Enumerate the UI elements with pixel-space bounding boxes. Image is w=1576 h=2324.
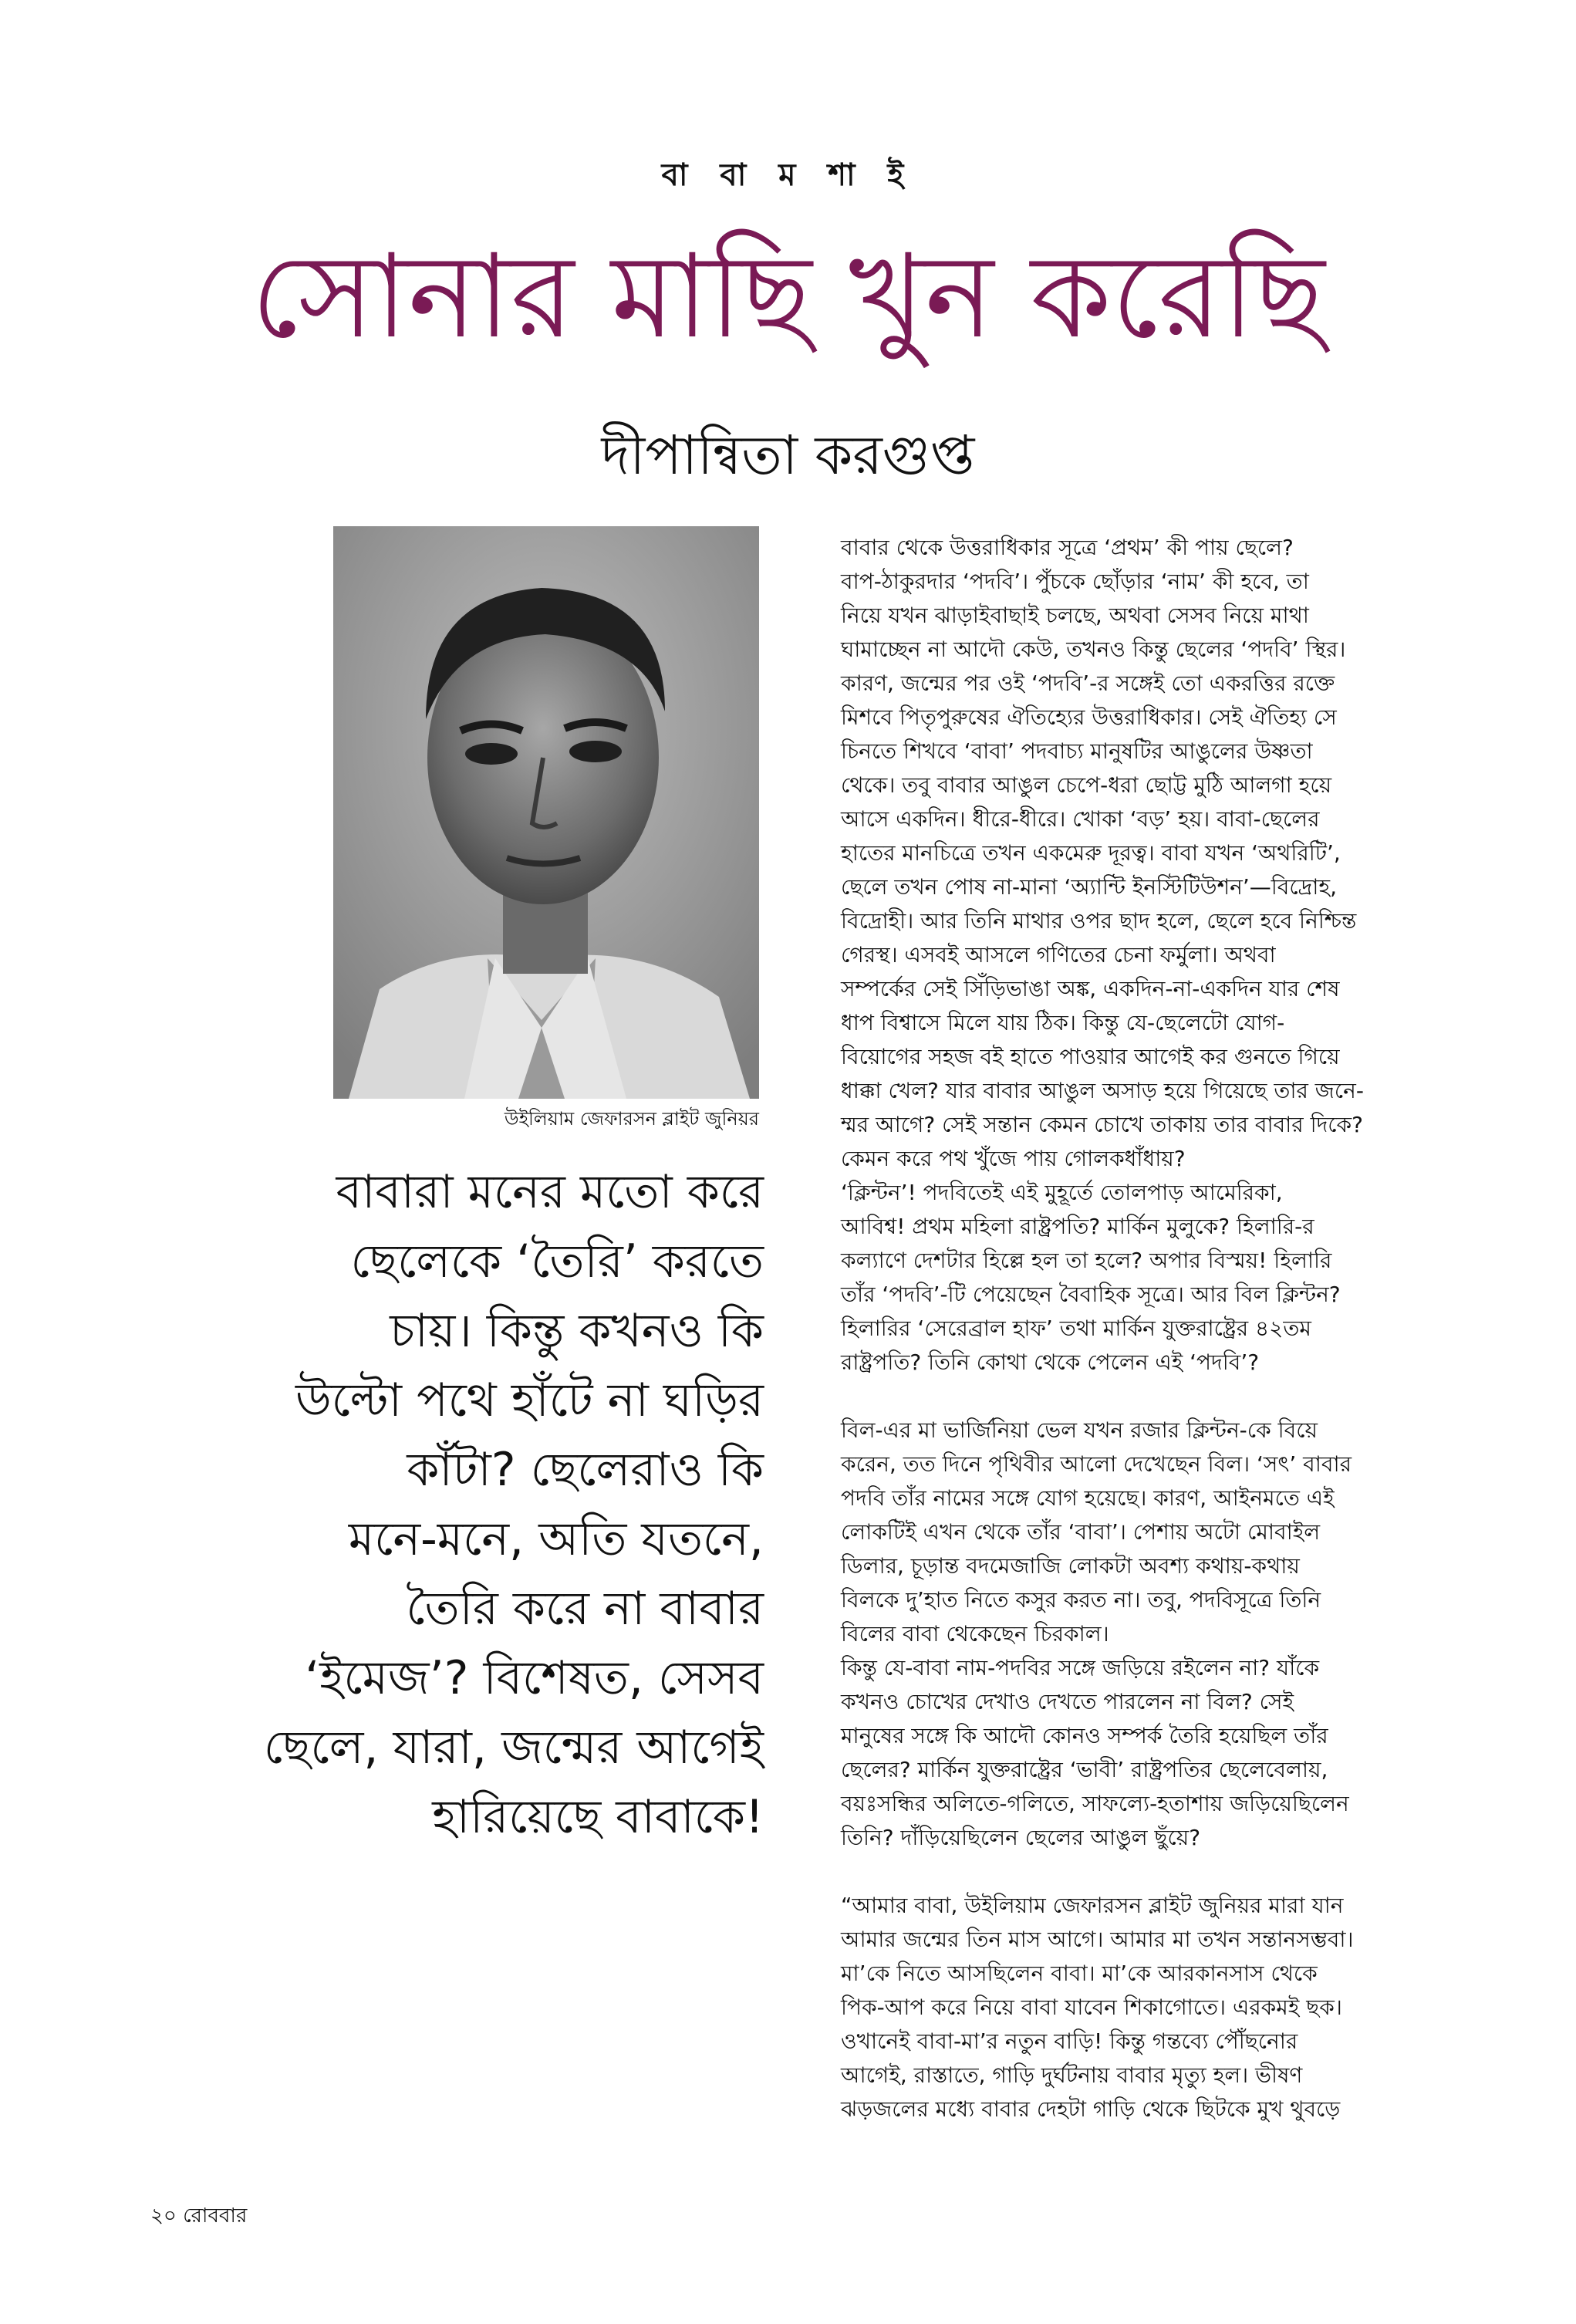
article-body-line: ডিলার, চূড়ান্ত বদমেজাজি লোকটা অবশ্য কথায়-কথায় xyxy=(841,1553,1300,1579)
pull-quote-line: চায়। কিন্তু কখনও কি xyxy=(390,1304,764,1358)
article-body-line: মা’কে নিতে আসছিলেন বাবা। মা’কে আরকানসাস থেকে xyxy=(841,1961,1318,1986)
article-body-line: হিলারির ‘সেরেব্রাল হাফ’ তথা মার্কিন যুক্তরাষ্ট্রের ৪২তম xyxy=(841,1316,1311,1341)
article-body-line: লোকটিই এখন থেকে তাঁর ‘বাবা’। পেশায় অটো মোবাইল xyxy=(841,1519,1321,1545)
article-body-line: ধাক্কা খেল? যার বাবার আঙুল অসাড় হয়ে গিয়েছে তার জনে- xyxy=(841,1078,1364,1103)
pull-quote-line: ছেলে, যারা, জন্মের আগেই xyxy=(263,1721,764,1775)
headline: সোনার মাছি খুন করেছি xyxy=(251,230,1325,364)
article-body-line: করেন, তত দিনে পৃথিবীর আলো দেখেছেন বিল। ‘সৎ’ বাবার xyxy=(841,1451,1352,1477)
article-body-line: ‘ক্লিন্টন’! পদবিতেই এই মুহূর্তে তোলপাড় আমেরিকা, xyxy=(841,1180,1283,1205)
pull-quote-line: ‘ইমেজ’? বিশেষত, সেসব xyxy=(305,1651,764,1705)
article-body-line: বিলের বাবা থেকেছেন চিরকাল। xyxy=(841,1621,1109,1647)
article-body-line: আগেই, রাস্তাতে, গাড়ি দুর্ঘটনায় বাবার মৃত্যু হল। ভীষণ xyxy=(841,2062,1303,2088)
article-body-line: নিয়ে যখন ঝাড়াইবাছাই চলছে, অথবা সেসব নিয়ে মাথা xyxy=(841,603,1309,628)
article-body-line: হাতের মানচিত্রে তখন একমেরু দূরত্ব। বাবা যখন ‘অথরিটি’, xyxy=(841,840,1341,866)
article-body-line: চিনতে শিখবে ‘বাবা’ পদবাচ্য মানুষটির আঙুলের উষ্ণতা xyxy=(841,738,1313,764)
article-body-line: ছেলে তখন পোষ না-মানা ‘অ্যান্টি ইনস্টিটিউশন’—বিদ্রোহ, xyxy=(841,874,1337,900)
photo-caption: উইলিয়াম জেফারসন ব্লাইট জুনিয়র xyxy=(504,1108,759,1130)
article-body xyxy=(841,531,1450,2126)
article-body-line: কারণ, জন্মের পর ওই ‘পদবি’-র সঙ্গেই তো একরত্তির রক্তে xyxy=(841,671,1335,696)
article-body-line: বাবার থেকে উত্তরাধিকার সূত্রে ‘প্রথম’ কী পায় ছেলে? xyxy=(841,535,1294,560)
article-body-line: বিদ্রোহী। আর তিনি মাথার ওপর ছাদ হলে, ছেলে হবে নিশ্চিন্ত xyxy=(841,908,1357,934)
pull-quote-line: মনে-মনে, অতি যতনে, xyxy=(348,1512,764,1566)
pull-quote-line: কাঁটা? ছেলেরাও কি xyxy=(407,1443,764,1497)
article-body-line xyxy=(841,1855,1450,1889)
article-body-line: কেমন করে পথ খুঁজে পায় গোলকধাঁধায়? xyxy=(841,1146,1186,1171)
article-body-line: রাষ্ট্রপতি? তিনি কোথা থেকে পেলেন এই ‘পদবি’? xyxy=(841,1349,1260,1375)
pull-quote-line: উল্টো পথে হাঁটে না ঘড়ির xyxy=(295,1373,764,1427)
article-body-line: ছেলের? মার্কিন যুক্তরাষ্ট্রের ‘ভাবী’ রাষ্ট্রপতির ছেলেবেলায়, xyxy=(841,1757,1328,1782)
article-body-line: ওখানেই বাবা-মা’র নতুন বাড়ি! কিন্তু গন্তব্যে পৌঁছনোর xyxy=(841,2028,1298,2054)
article-body-line: তাঁর ‘পদবি’-টি পেয়েছেন বৈবাহিক সূত্রে। আর বিল ক্লিন্টন? xyxy=(841,1282,1341,1307)
portrait-photo xyxy=(333,526,759,1099)
article-body-line: মিশবে পিতৃপুরুষের ঐতিহ্যের উত্তরাধিকার। সেই ঐতিহ্য সে xyxy=(841,704,1337,730)
article-body-line: কিন্তু যে-বাবা নাম-পদবির সঙ্গে জড়িয়ে রইলেন না? যাঁকে xyxy=(841,1655,1320,1681)
article-body-line: ঘামাচ্ছেন না আদৌ কেউ, তখনও কিন্তু ছেলের ‘পদবি’ স্থির। xyxy=(841,637,1346,662)
pull-quote-line: ছেলেকে ‘তৈরি’ করতে xyxy=(350,1235,764,1289)
article-body-line: আসে একদিন। ধীরে-ধীরে। খোকা ‘বড়’ হয়। বাবা-ছেলের xyxy=(841,806,1320,832)
byline: দীপান্বিতা করগুপ্ত xyxy=(601,424,975,487)
article-body-line: থেকে। তবু বাবার আঙুল চেপে-ধরা ছোট্ট মুঠি আলগা হয়ে xyxy=(841,772,1332,798)
pull-quote-line: তৈরি করে না বাবার xyxy=(406,1582,764,1636)
article-body-line: আমার জন্মের তিন মাস আগে। আমার মা তখন সন্তানসম্ভবা। xyxy=(841,1927,1354,1952)
article-body-line xyxy=(841,1380,1450,1414)
article-body-line: বাপ-ঠাকুরদার ‘পদবি’। পুঁচকে ছোঁড়ার ‘নাম’ কী হবে, তা xyxy=(841,569,1309,594)
article-body-line: বিল-এর মা ভার্জিনিয়া ভেল যখন রজার ক্লিন্টন-কে বিয়ে xyxy=(841,1417,1318,1443)
article-body-line: ধাপ বিশ্বাসে মিলে যায় ঠিক। কিন্তু যে-ছেলেটো যোগ- xyxy=(841,1010,1285,1035)
article-body-line: কল্যাণে দেশটার হিল্লে হল তা হলে? অপার বিস্ময়! হিলারি xyxy=(841,1248,1332,1273)
page-footer: ২০ রোববার xyxy=(150,2204,248,2228)
article-body-line: সম্পর্কের সেই সিঁড়িভাঙা অঙ্ক, একদিন-না-একদিন যার শেষ xyxy=(841,976,1340,1002)
article-body-line: মানুষের সঙ্গে কি আদৌ কোনও সম্পর্ক তৈরি হয়েছিল তাঁর xyxy=(841,1723,1328,1748)
pull-quote-line: হারিয়েছে বাবাকে! xyxy=(432,1790,764,1844)
pull-quote-line: বাবারা মনের মতো করে xyxy=(336,1165,764,1219)
article-body-line: বয়ঃসন্ধির অলিতে-গলিতে, সাফল্যে-হতাশায় জড়িয়েছিলেন xyxy=(841,1791,1349,1816)
article-body-line: ঝড়জলের মধ্যে বাবার দেহটা গাড়ি থেকে ছিটকে মুখ থুবড়ে xyxy=(841,2096,1341,2122)
section-kicker: বা বা ম শা ই xyxy=(661,157,915,193)
pull-quote xyxy=(166,1157,764,1852)
article-body-line: বিলকে দু’হাত নিতে কসুর করত না। তবু, পদবিসূত্রে তিনি xyxy=(841,1587,1321,1613)
article-body-line: পিক-আপ করে নিয়ে বাবা যাবেন শিকাগোতে। এরকমই ছক। xyxy=(841,1995,1342,2020)
article-body-line: আবিশ্ব! প্রথম মহিলা রাষ্ট্রপতি? মার্কিন মুলুকে? হিলারি-র xyxy=(841,1214,1314,1239)
article-body-line: “আমার বাবা, উইলিয়াম জেফারসন ব্লাইট জুনিয়র মারা যান xyxy=(841,1893,1344,1918)
article-body-line: পদবি তাঁর নামের সঙ্গে যোগ হয়েছে। কারণ, আইনমতে এই xyxy=(841,1485,1335,1511)
article-body-line: কখনও চোখের দেখাও দেখতে পারলেন না বিল? সেই xyxy=(841,1689,1294,1714)
article-body-line: বিয়োগের সহজ বই হাতে পাওয়ার আগেই কর গুনতে গিয়ে xyxy=(841,1044,1340,1069)
article-body-line: গেরস্থ। এসবই আসলে গণিতের চেনা ফর্মুলা। অথবা xyxy=(841,942,1276,968)
article-body-line: তিনি? দাঁড়িয়েছিলেন ছেলের আঙুল ছুঁয়ে? xyxy=(841,1825,1201,1850)
article-body-line: ম্মর আগে? সেই সন্তান কেমন চোখে তাকায় তার বাবার দিকে? xyxy=(841,1112,1363,1137)
